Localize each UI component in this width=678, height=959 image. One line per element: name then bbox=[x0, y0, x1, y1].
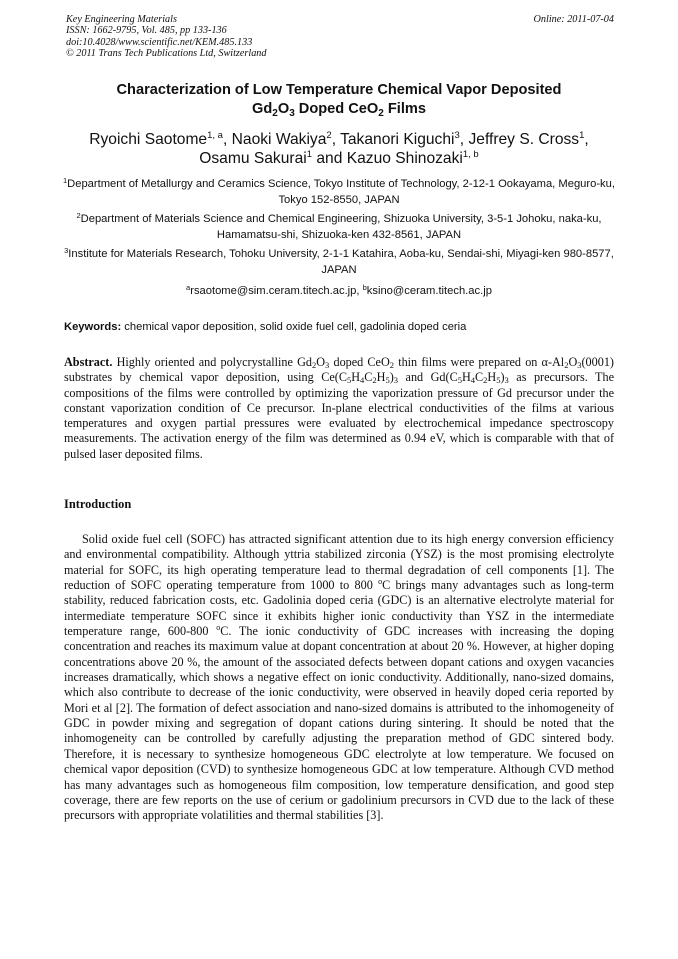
author: Ryoichi Saotome$^{1, a}$, bbox=[89, 130, 232, 148]
author-emails: $^a$rsaotome@sim.ceram.titech.ac.jp, $^b$ksino@ceram.titech.ac.jp bbox=[186, 283, 492, 297]
title-line-1: Characterization of Low Temperature Chemical Vapor Deposited bbox=[116, 82, 562, 98]
author-list bbox=[40, 130, 638, 168]
journal-copyright: © 2011 Trans Tech Publications Ltd, Switzerland bbox=[66, 48, 267, 60]
author: Osamu Sakurai$^1$ and bbox=[199, 149, 347, 167]
keywords-label: Keywords: bbox=[64, 321, 122, 333]
online-date: Online: 2011-07-04 bbox=[533, 14, 614, 25]
introduction-paragraph: Solid oxide fuel cell (SOFC) has attracted significant attention due to its high energy conversion efficiency and environmental compatibility. Although yttria stabilized zirconia (YSZ) is the most promising electrolyte material for SOFC, its high operating temperature lead to thermal degradation of cell components [1]. The reduction of SOFC operating temperature from 1000 to 800 $^o$C brings many advantages such as long-term stability, reduced fabrication costs, etc. Gadolinia doped ceria (GDC) is an alternative electrolyte material for intermediate temperature SOFC since it exhibits higher ionic conductivity than YSZ in the intermediate temperature range, 600-800 $^o$C. The ionic conductivity of GDC increases with increasing the doping concentration and reaches its maximum value at dopant concentration at about 20 %. However, at higher doping concentrations above 20 %, the amount of the associated defects between dopant cations and oxygen vacancies increases dramatically, which shows a negative effect on ionic conductivity. Additionally, nano-sized domains, which also contribute to decrease of the ionic conductivity, were observed in heavily doped ceria reported by Mori et al [2]. The formation of defect association and nano-sized domains is attributed to the inhomogeneity of GDC in powder mixing and segregation of dopant cations during sintering. It should be noted that the inhomogeneity can be controlled by carefully adjusting the preparation method of GDC sintered body. Therefore, it is necessary to synthesize homogeneous GDC electrolyte at low temperature. We focused on chemical vapor deposition (CVD) to synthesize homogeneous GDC at low temperature. Although CVD method has many advantages such as homogeneous film composition, low temperature densification, and good step coverage, there are few reports on the use of cerium or gadolinium precursors in CVD due to the lack of these precursors with appropriate volatilities and thermal stabilities [3]. bbox=[64, 532, 614, 823]
journal-header bbox=[66, 14, 266, 60]
section-heading-introduction: Introduction bbox=[64, 497, 132, 511]
abstract: Abstract. Highly oriented and polycrystalline $Gd_2O_3$ doped CeO$_2$ thin films were prepared on $\alpha-Al_2O_3(0001)$ substrates by chemical vapor deposition, using $Ce(C_5H_4C_2H_5)_3$ and $Gd(C_5H_4C_2H_5)_3$ as precursors. The compositions of the films were controlled by optimizing the vaporization pressure of Gd precursor under the constant vaporization condition of Ce precursor. In-plane electrical conductivities of the films at various temperatures and oxygen partial pressures were evaluated by electrochemical impedance spectroscopy measurements. The activation energy of the film was determined as 0.94 eV, which is comparable with that of pulsed laser deposited films. bbox=[64, 355, 614, 461]
affiliation-1: $^1$Department of Metallurgy and Ceramics Science, Tokyo Institute of Technology, 2-12-1 Ookayama, Meguro-ku, Tokyo 152-8550, JAPAN bbox=[62, 176, 615, 206]
journal-issn: ISSN: 1662-9795, Vol. 485, pp 133-136 bbox=[66, 25, 227, 37]
affiliation-3: $^3$Institute for Materials Research, Tohoku University, 2-1-1 Katahira, Aoba-ku, Sendai-shi, Miyagi-ken 980-8577, JAPAN bbox=[64, 246, 614, 276]
abstract-label: Abstract. bbox=[64, 355, 113, 369]
keywords bbox=[64, 320, 624, 335]
title-line-2: $Gd_2O_3$ Doped CeO$_2$ Films bbox=[251, 101, 426, 119]
author: Takanori Kiguchi$^3$, bbox=[340, 130, 469, 148]
email-link[interactable]: ksino@ceram.titech.ac.jp bbox=[366, 285, 492, 297]
paper-title bbox=[40, 81, 638, 119]
journal-doi: doi:10.4028/www.scientific.net/KEM.485.133 bbox=[66, 36, 253, 48]
email-link[interactable]: rsaotome@sim.ceram.titech.ac.jp bbox=[190, 285, 357, 297]
author: Naoki Wakiya$^2$, bbox=[231, 130, 341, 148]
author: Kazuo Shinozaki$^{1, b}$ bbox=[346, 149, 479, 167]
affiliation-2: $^2$Department of Materials Science and Chemical Engineering, Shizuoka University, 3-5-1 Johoku, naka-ku, Hamamatsu-shi, Shizuoka-ken 432-8561, JAPAN bbox=[76, 211, 602, 241]
keywords-text: chemical vapor deposition, solid oxide fuel cell, gadolinia doped ceria bbox=[121, 321, 467, 333]
journal-name: Key Engineering Materials bbox=[66, 14, 177, 25]
author: Jeffrey S. Cross$^1$, bbox=[468, 130, 589, 148]
